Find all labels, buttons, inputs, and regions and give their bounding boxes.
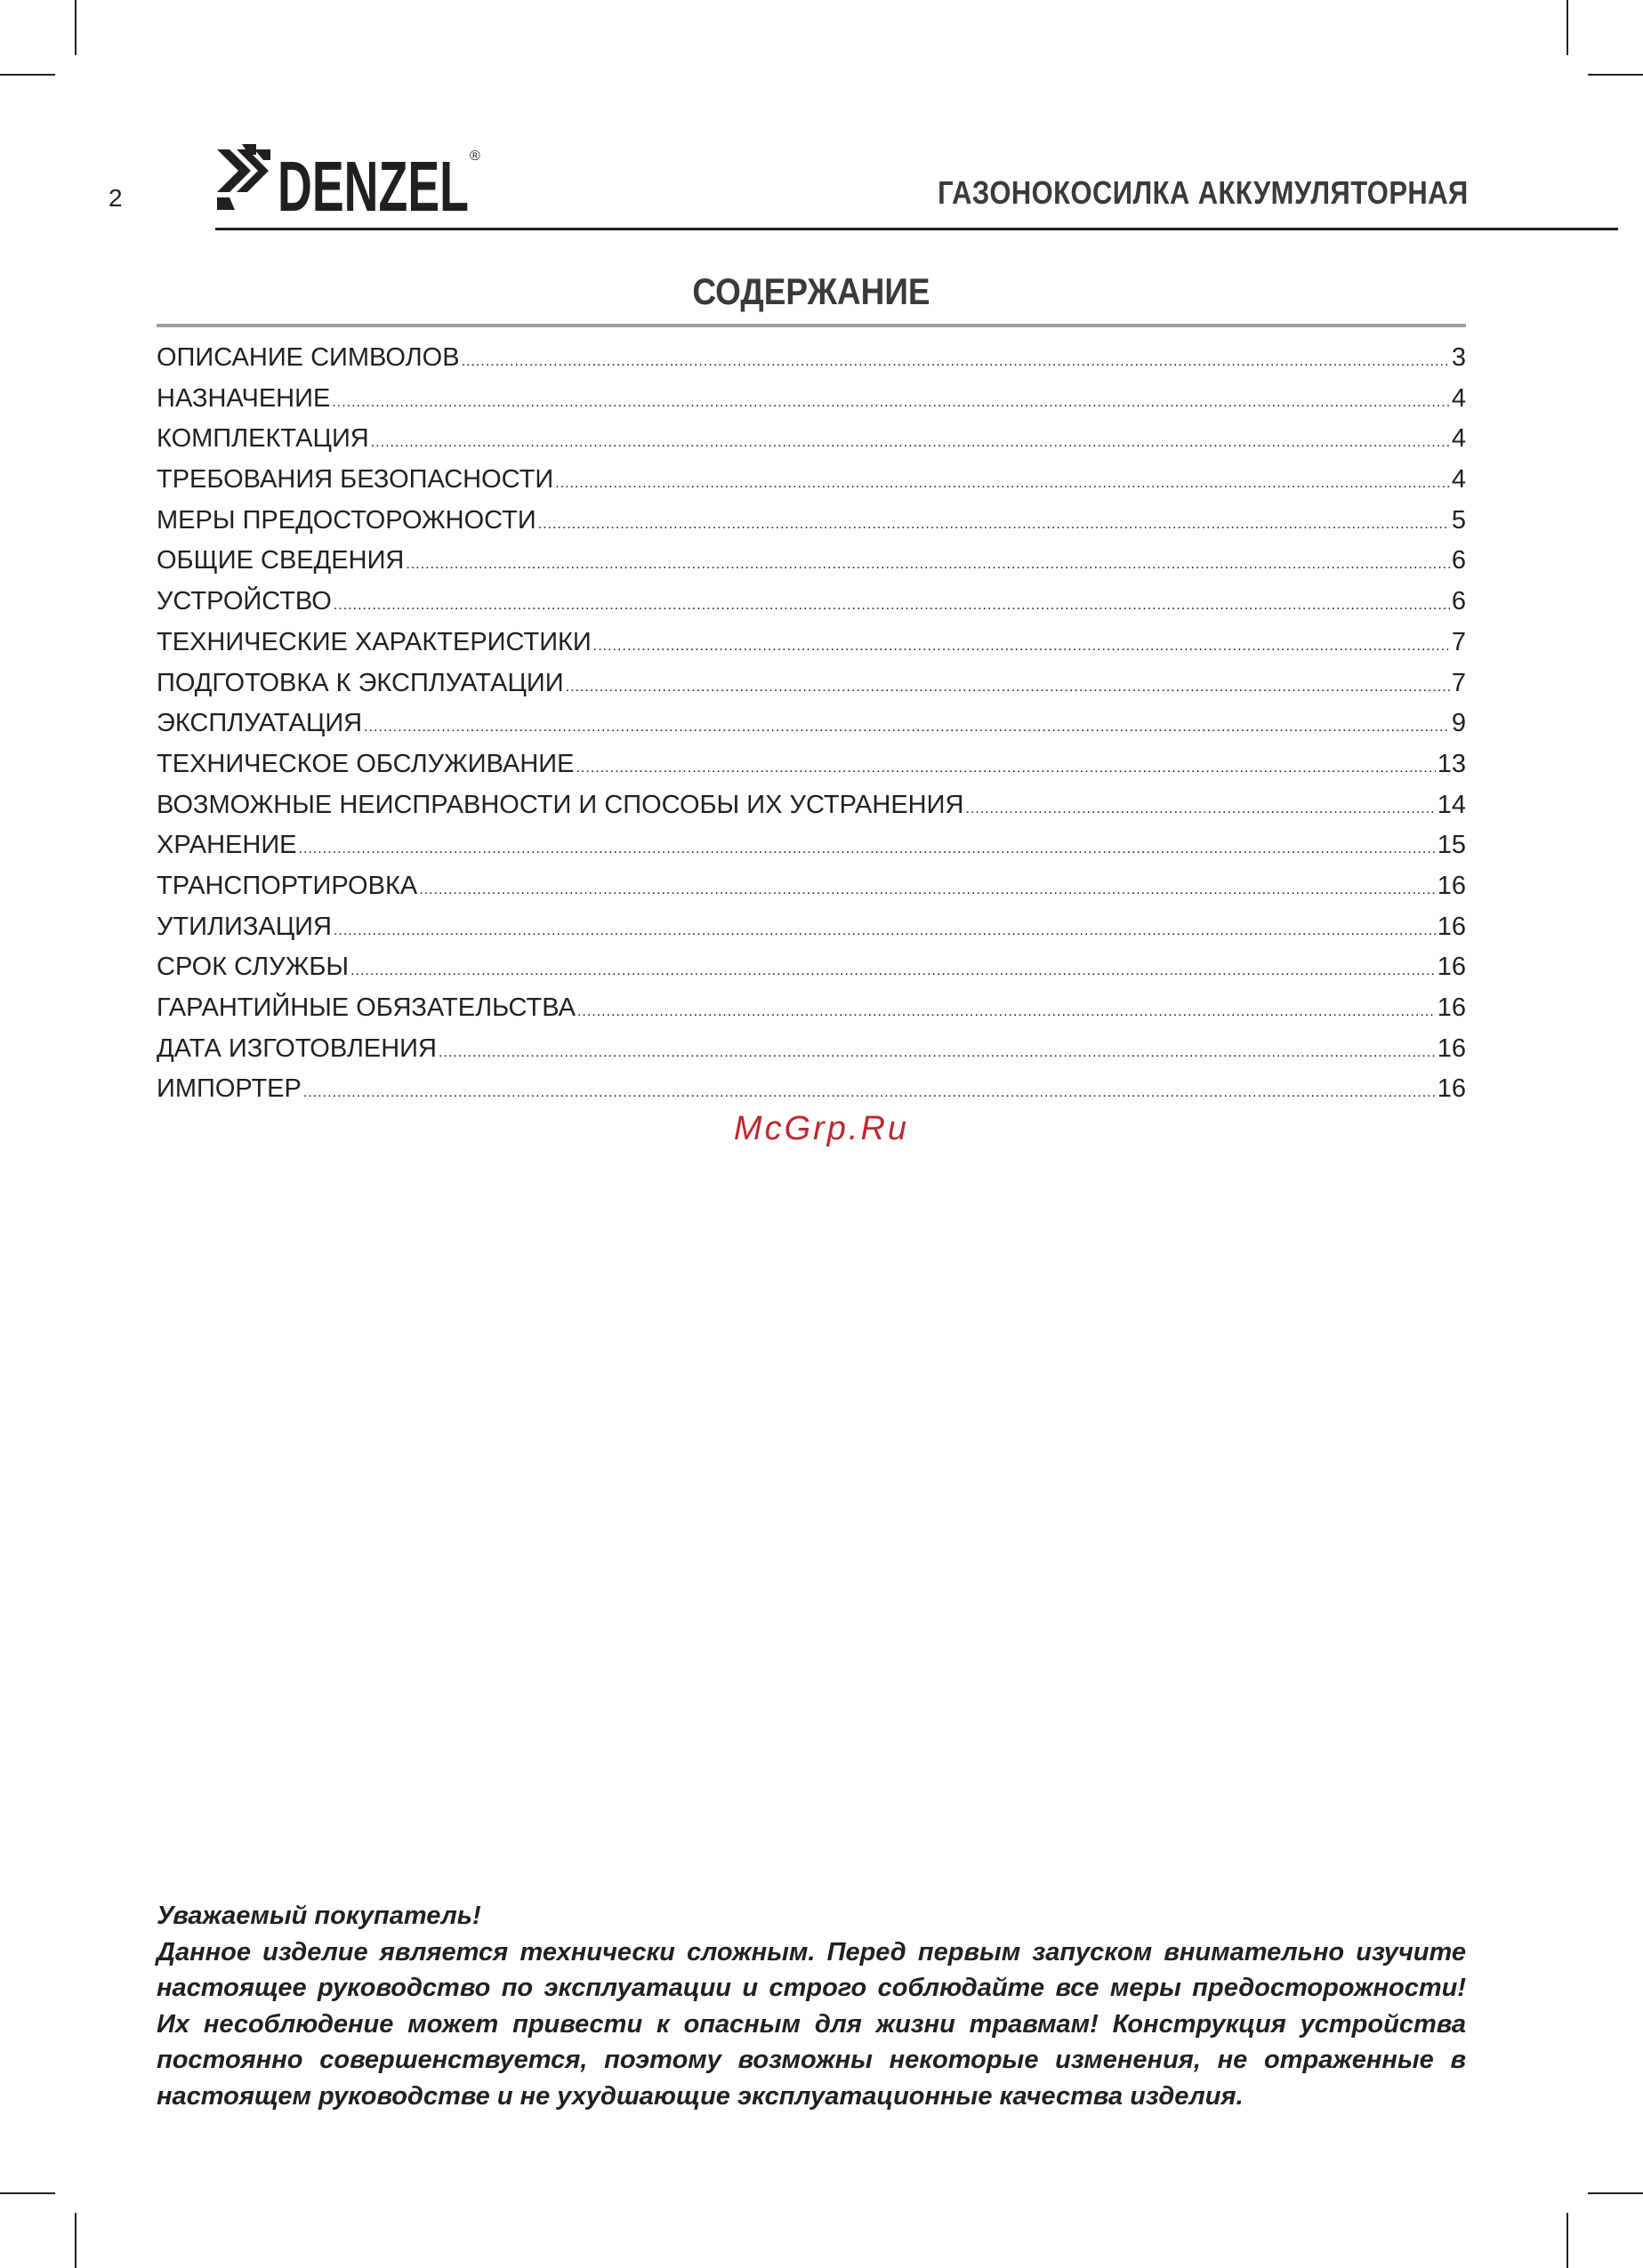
toc-entry-label: МЕРЫ ПРЕДОСТОРОЖНОСТИ bbox=[157, 505, 536, 535]
toc-leader-dots bbox=[462, 342, 1450, 382]
toc-entry-label: ТЕХНИЧЕСКИЕ ХАРАКТЕРИСТИКИ bbox=[157, 627, 592, 656]
toc-entry[interactable] bbox=[157, 825, 1466, 866]
watermark-link[interactable]: McGrp.Ru bbox=[733, 1110, 910, 1147]
toc-entry[interactable] bbox=[157, 988, 1466, 1029]
denzel-logo bbox=[215, 142, 482, 213]
registered-mark: ® bbox=[470, 149, 480, 164]
toc-entry[interactable] bbox=[157, 704, 1466, 744]
toc-entry-label: ИМПОРТЕР bbox=[157, 1074, 302, 1104]
toc-entry-label: ЭКСПЛУАТАЦИЯ bbox=[157, 709, 363, 738]
toc-heading: СОДЕРЖАНИЕ bbox=[692, 270, 930, 312]
toc-entry-page: 16 bbox=[1437, 871, 1466, 900]
toc-entry-label: УСТРОЙСТВО bbox=[157, 587, 332, 616]
toc-entry-label: СРОК СЛУЖБЫ bbox=[157, 953, 350, 982]
toc-entry-label: ТРАНСПОРТИРОВКА bbox=[157, 871, 418, 900]
crop-mark bbox=[0, 2192, 55, 2194]
toc-entry-label: НАЗНАЧЕНИЕ bbox=[157, 383, 331, 413]
crop-mark bbox=[75, 0, 77, 55]
crop-mark bbox=[0, 74, 55, 76]
toc-leader-dots bbox=[965, 789, 1435, 830]
toc-entry[interactable] bbox=[157, 582, 1466, 623]
toc-leader-dots bbox=[566, 667, 1450, 708]
toc-entry-label: ГАРАНТИЙНЫЕ ОБЯЗАТЕЛЬСТВА bbox=[157, 993, 576, 1022]
toc-entry[interactable] bbox=[157, 907, 1466, 948]
toc-entry-page: 4 bbox=[1451, 465, 1466, 495]
toc-entry-label: ХРАНЕНИЕ bbox=[157, 831, 297, 860]
toc-entry-label: ТЕХНИЧЕСКОЕ ОБСЛУЖИВАНИЕ bbox=[157, 749, 575, 778]
toc-entry-page: 6 bbox=[1451, 546, 1466, 575]
toc-leader-dots bbox=[439, 1033, 1436, 1074]
toc-entry-label: ПОДГОТОВКА К ЭКСПЛУАТАЦИИ bbox=[157, 668, 564, 697]
toc-entry[interactable] bbox=[157, 744, 1466, 785]
toc-entry-label: ТРЕБОВАНИЯ БЕЗОПАСНОСТИ bbox=[157, 465, 554, 495]
toc-entry-label: КОМПЛЕКТАЦИЯ bbox=[157, 424, 369, 454]
toc-heading-divider bbox=[157, 324, 1466, 327]
toc-entry[interactable] bbox=[157, 541, 1466, 582]
toc-leader-dots bbox=[371, 422, 1450, 463]
toc-entry-page: 7 bbox=[1451, 627, 1466, 656]
crop-mark bbox=[1588, 74, 1643, 76]
toc-leader-dots bbox=[576, 748, 1436, 789]
customer-notice bbox=[157, 1898, 1466, 2114]
table-of-contents bbox=[157, 338, 1466, 1110]
toc-leader-dots bbox=[350, 951, 1436, 992]
toc-leader-dots bbox=[334, 585, 1450, 626]
toc-entry-page: 6 bbox=[1451, 587, 1466, 616]
crop-mark bbox=[1588, 2192, 1643, 2194]
crop-mark bbox=[75, 2213, 77, 2268]
toc-entry[interactable] bbox=[157, 1069, 1466, 1110]
toc-entry-page: 16 bbox=[1437, 912, 1466, 941]
toc-entry-page: 3 bbox=[1451, 343, 1466, 372]
page-number: 2 bbox=[109, 184, 123, 212]
toc-entry-page: 16 bbox=[1437, 1074, 1466, 1104]
toc-leader-dots bbox=[332, 382, 1450, 423]
toc-leader-dots bbox=[419, 870, 1436, 911]
toc-leader-dots bbox=[538, 504, 1450, 545]
toc-leader-dots bbox=[577, 992, 1436, 1033]
toc-entry[interactable] bbox=[157, 379, 1466, 420]
crop-mark bbox=[1566, 2213, 1568, 2268]
toc-leader-dots bbox=[334, 911, 1436, 952]
document-title: ГАЗОНОКОСИЛКА АККУМУЛЯТОРНАЯ bbox=[938, 174, 1469, 211]
toc-entry[interactable] bbox=[157, 664, 1466, 704]
header-divider bbox=[215, 228, 1618, 230]
toc-entry[interactable] bbox=[157, 419, 1466, 460]
toc-leader-dots bbox=[406, 544, 1449, 585]
brand-wordmark: DENZEL bbox=[278, 147, 469, 213]
toc-entry[interactable] bbox=[157, 623, 1466, 664]
toc-entry-page: 14 bbox=[1437, 790, 1466, 819]
toc-entry-page: 4 bbox=[1451, 424, 1466, 454]
notice-greeting: Уважаемый покупатель! bbox=[157, 1902, 481, 1930]
toc-entry[interactable] bbox=[157, 501, 1466, 542]
toc-entry-page: 16 bbox=[1437, 953, 1466, 982]
toc-entry[interactable] bbox=[157, 338, 1466, 379]
toc-entry-page: 7 bbox=[1451, 668, 1466, 697]
crop-mark bbox=[1566, 0, 1568, 55]
toc-leader-dots bbox=[303, 1073, 1436, 1114]
toc-entry-page: 4 bbox=[1451, 383, 1466, 413]
toc-entry-page: 9 bbox=[1451, 709, 1466, 738]
toc-entry[interactable] bbox=[157, 947, 1466, 988]
toc-leader-dots bbox=[299, 829, 1436, 870]
notice-text: Данное изделие является технически сложным. Перед первым запуском внимательно изучите настоящее руководство по эксплуатации и строго соблюдайте все меры предосторожности! Их несоблюдение может привести к опасным для жизни травмам! Конструкция устройства постоянно совершенствуется, поэтому возможны некоторые изменения, не отраженные в настоящем руководстве и не ухудшающие эксплуатационные качества изделия. bbox=[157, 1937, 1466, 2111]
toc-entry[interactable] bbox=[157, 460, 1466, 501]
toc-entry[interactable] bbox=[157, 1029, 1466, 1070]
toc-entry-label: ДАТА ИЗГОТОВЛЕНИЯ bbox=[157, 1033, 437, 1063]
toc-entry-page: 5 bbox=[1451, 505, 1466, 535]
toc-entry-label: ВОЗМОЖНЫЕ НЕИСПРАВНОСТИ И СПОСОБЫ ИХ УСТРАНЕНИЯ bbox=[157, 790, 964, 819]
denzel-emblem-icon bbox=[217, 144, 270, 210]
toc-entry-page: 16 bbox=[1437, 993, 1466, 1022]
toc-entry[interactable] bbox=[157, 785, 1466, 826]
toc-entry-label: ОБЩИЕ СВЕДЕНИЯ bbox=[157, 546, 405, 575]
toc-entry-page: 15 bbox=[1437, 831, 1466, 860]
toc-entry-label: УТИЛИЗАЦИЯ bbox=[157, 912, 332, 941]
toc-entry[interactable] bbox=[157, 866, 1466, 907]
toc-leader-dots bbox=[555, 463, 1450, 504]
toc-leader-dots bbox=[364, 707, 1450, 748]
toc-leader-dots bbox=[593, 626, 1450, 667]
toc-entry-label: ОПИСАНИЕ СИМВОЛОВ bbox=[157, 343, 460, 372]
toc-entry-page: 13 bbox=[1437, 749, 1466, 778]
toc-entry-page: 16 bbox=[1437, 1033, 1466, 1063]
